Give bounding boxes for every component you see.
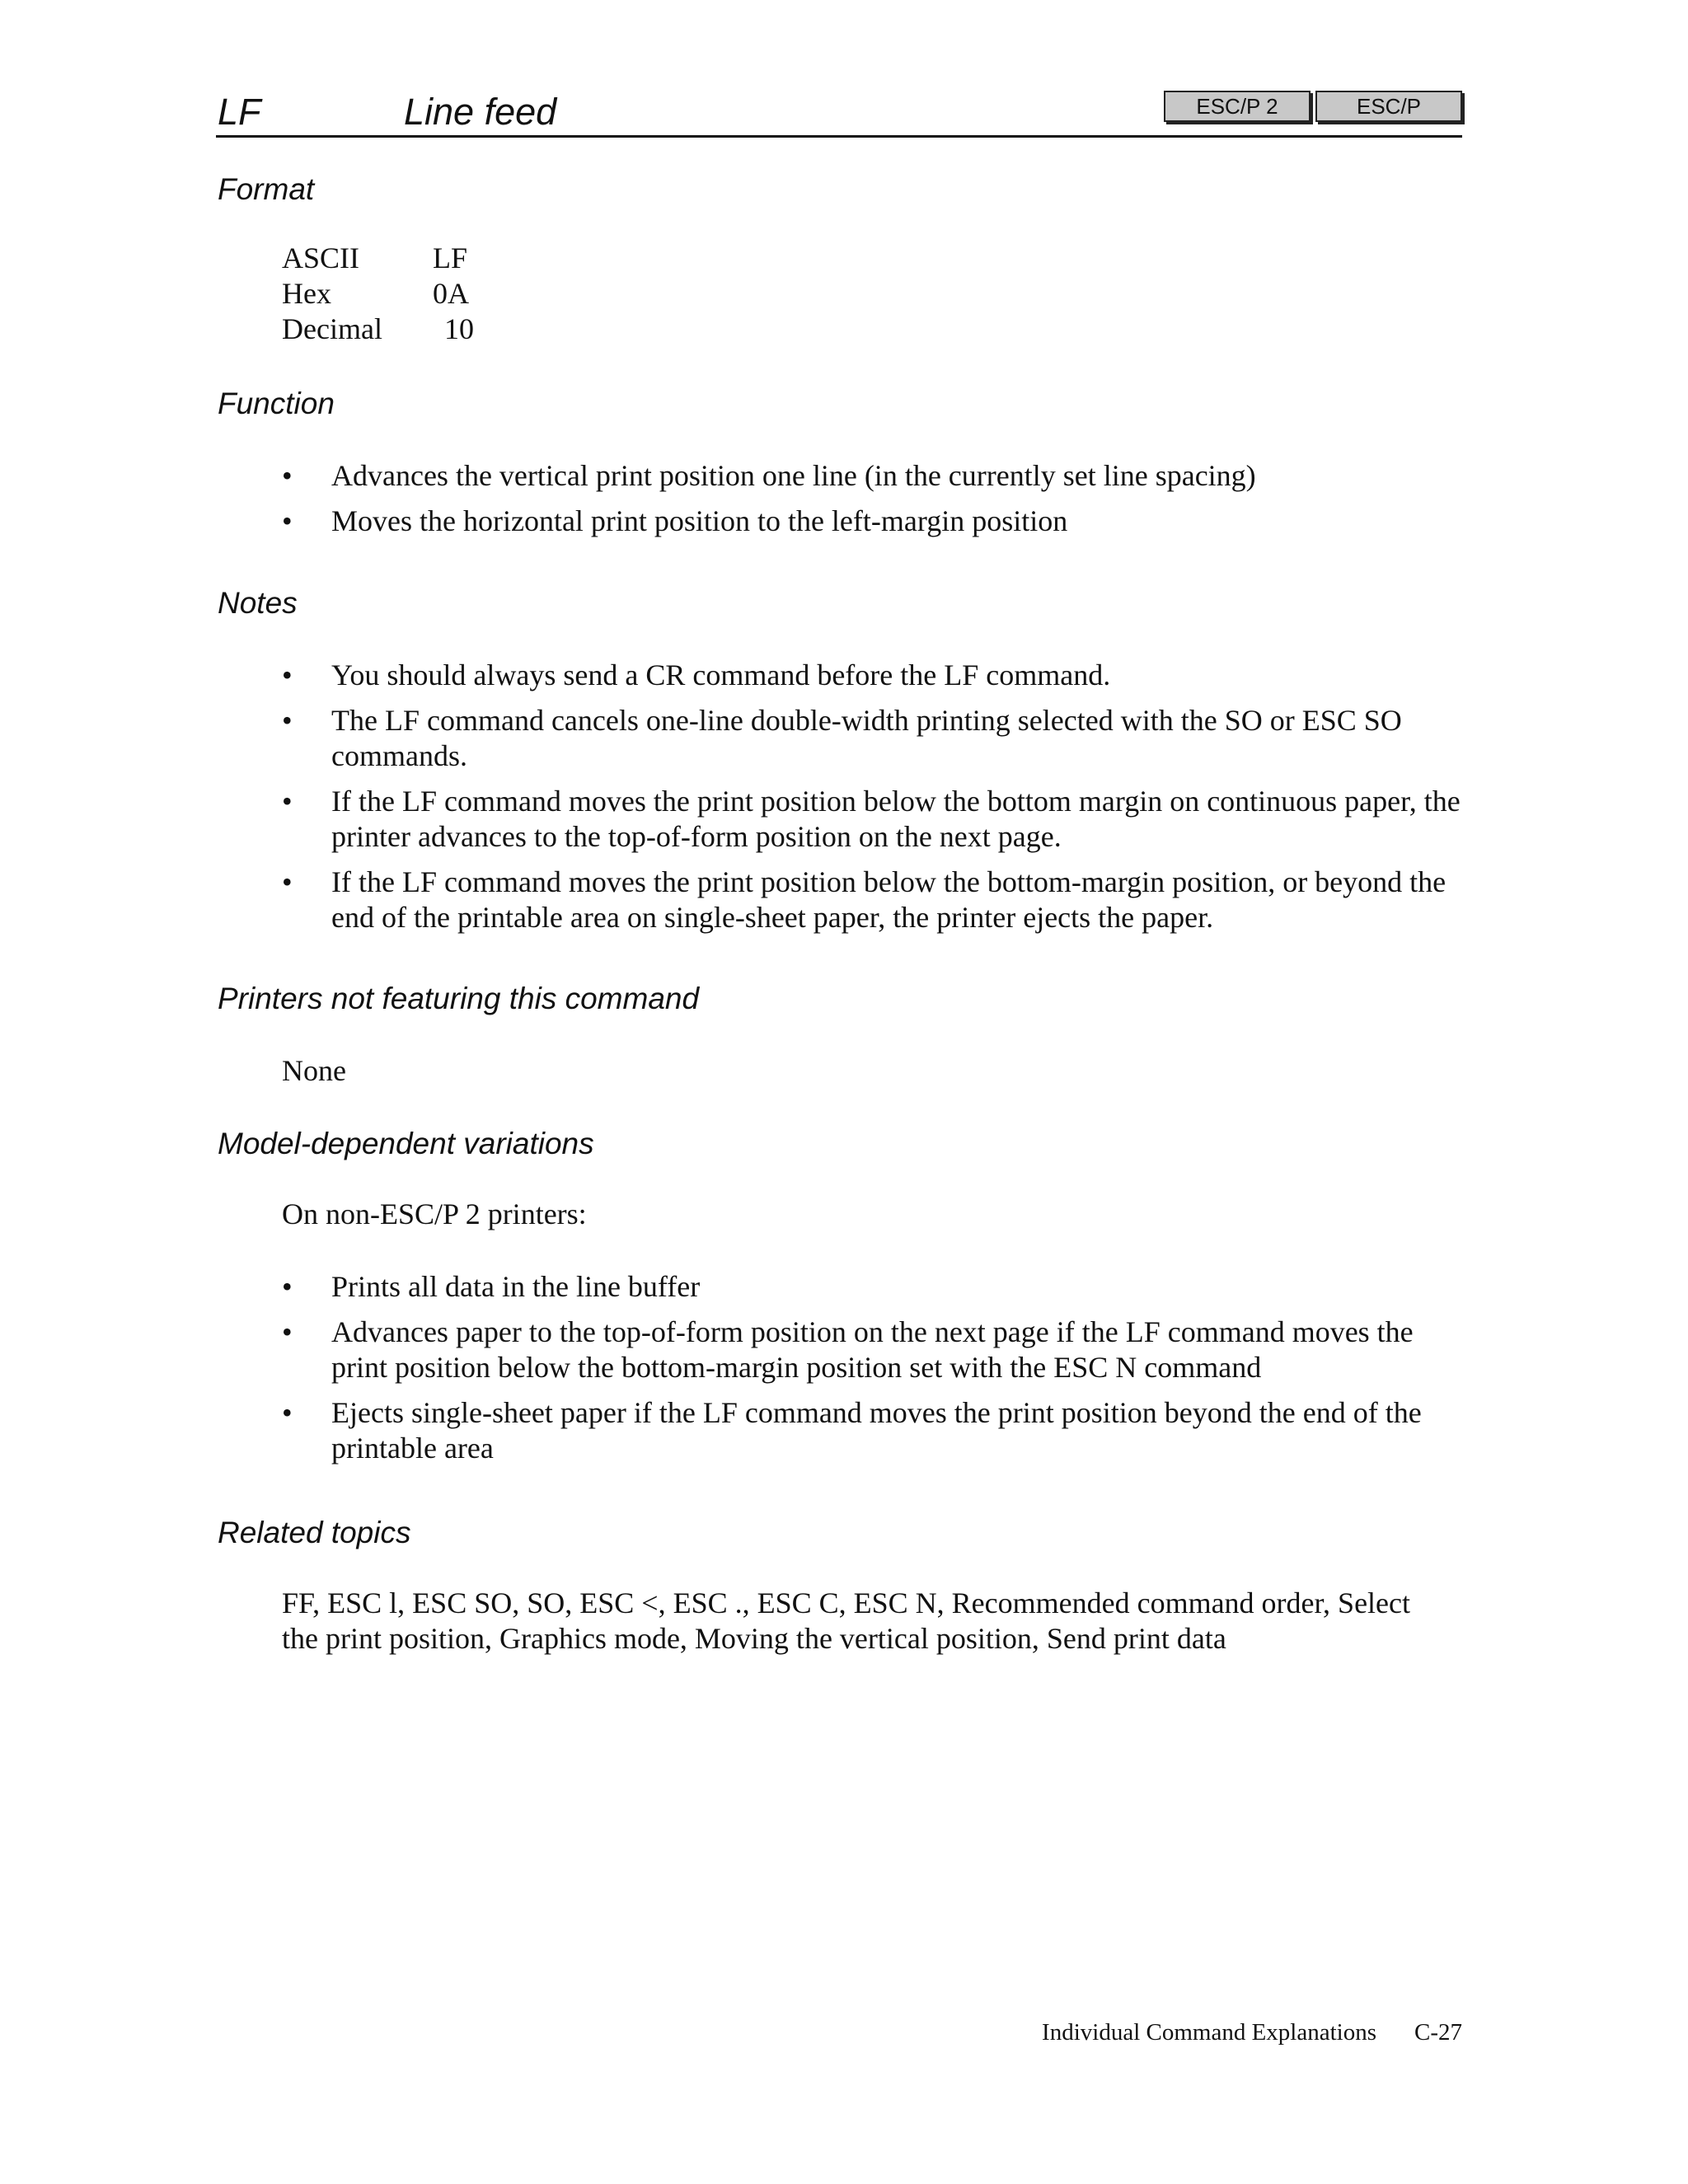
list-item-text: Advances paper to the top-of-form position on the next page if the LF command moves the print position below the bottom-margin position set with the ESC N command	[331, 1315, 1414, 1384]
bullet-icon: •	[282, 1396, 293, 1429]
model-variations-heading: Model-dependent variations	[218, 1127, 594, 1160]
list-item	[282, 1395, 1469, 1466]
related-topics-text: FF, ESC l, ESC SO, SO, ESC <, ESC ., ESC C, ESC N, Recommended command order, Select the print position, Graphics mode, Moving the vertical position, Send print data	[282, 1586, 1411, 1655]
footer-section-title: Individual Command Explanations	[1042, 2019, 1376, 2046]
list-item-text: Advances the vertical print position one line (in the currently set line spacing)	[331, 459, 1256, 492]
model-variations-intro: On non-ESC/P 2 printers:	[282, 1197, 587, 1230]
list-item-text: Ejects single-sheet paper if the LF command moves the print position beyond the end of the printable area	[331, 1396, 1422, 1465]
bullet-icon: •	[282, 865, 293, 898]
badge-escp2: ESC/P 2	[1164, 91, 1311, 122]
model-variations-list	[282, 1269, 1469, 1476]
list-item	[282, 504, 1469, 539]
format-label: Decimal	[282, 312, 382, 345]
format-row	[282, 312, 474, 347]
format-value: 10	[444, 312, 474, 345]
function-heading: Function	[218, 387, 335, 420]
list-item-text: If the LF command moves the print position below the bottom margin on continuous paper, the printer advances to the top-of-form position on the next page.	[331, 785, 1461, 853]
command-title: Line feed	[404, 91, 557, 133]
format-row	[282, 241, 474, 276]
bullet-icon: •	[282, 504, 293, 537]
compatibility-badges	[1164, 91, 1462, 122]
list-item	[282, 658, 1469, 693]
bullet-icon: •	[282, 704, 293, 737]
bullet-icon: •	[282, 785, 293, 818]
format-table	[282, 241, 474, 347]
function-list	[282, 458, 1469, 549]
bullet-icon: •	[282, 1270, 293, 1303]
command-name: LF	[218, 91, 261, 133]
footer-page-number: C-27	[1414, 2019, 1462, 2046]
list-item	[282, 1315, 1469, 1385]
list-item	[282, 703, 1469, 774]
format-heading: Format	[218, 172, 315, 206]
list-item-text: You should always send a CR command before the LF command.	[331, 658, 1111, 691]
list-item	[282, 865, 1469, 935]
format-value: LF	[433, 241, 468, 274]
notes-list	[282, 658, 1469, 945]
bullet-icon: •	[282, 459, 293, 492]
header-rule	[216, 135, 1462, 138]
page-footer	[989, 2018, 1462, 2050]
printers-not-featuring-heading: Printers not featuring this command	[218, 982, 700, 1015]
bullet-icon: •	[282, 658, 293, 691]
printers-not-featuring-text: None	[282, 1054, 346, 1087]
format-label: Hex	[282, 277, 331, 310]
list-item-text: If the LF command moves the print position below the bottom-margin position, or beyond the end of the printable area on single-sheet paper, the printer ejects the paper.	[331, 865, 1447, 934]
list-item-text: Prints all data in the line buffer	[331, 1270, 701, 1303]
list-item	[282, 458, 1469, 494]
related-topics-heading: Related topics	[218, 1516, 411, 1549]
list-item	[282, 784, 1469, 855]
list-item-text: The LF command cancels one-line double-width printing selected with the SO or ESC SO commands.	[331, 704, 1402, 772]
list-item	[282, 1269, 1469, 1305]
format-row	[282, 276, 474, 312]
notes-heading: Notes	[218, 586, 298, 620]
badge-escp: ESC/P	[1315, 91, 1462, 122]
page-header	[216, 86, 1462, 137]
list-item-text: Moves the horizontal print position to the left-margin position	[331, 504, 1068, 537]
format-value: 0A	[433, 277, 469, 310]
format-label: ASCII	[282, 241, 360, 274]
bullet-icon: •	[282, 1315, 293, 1348]
